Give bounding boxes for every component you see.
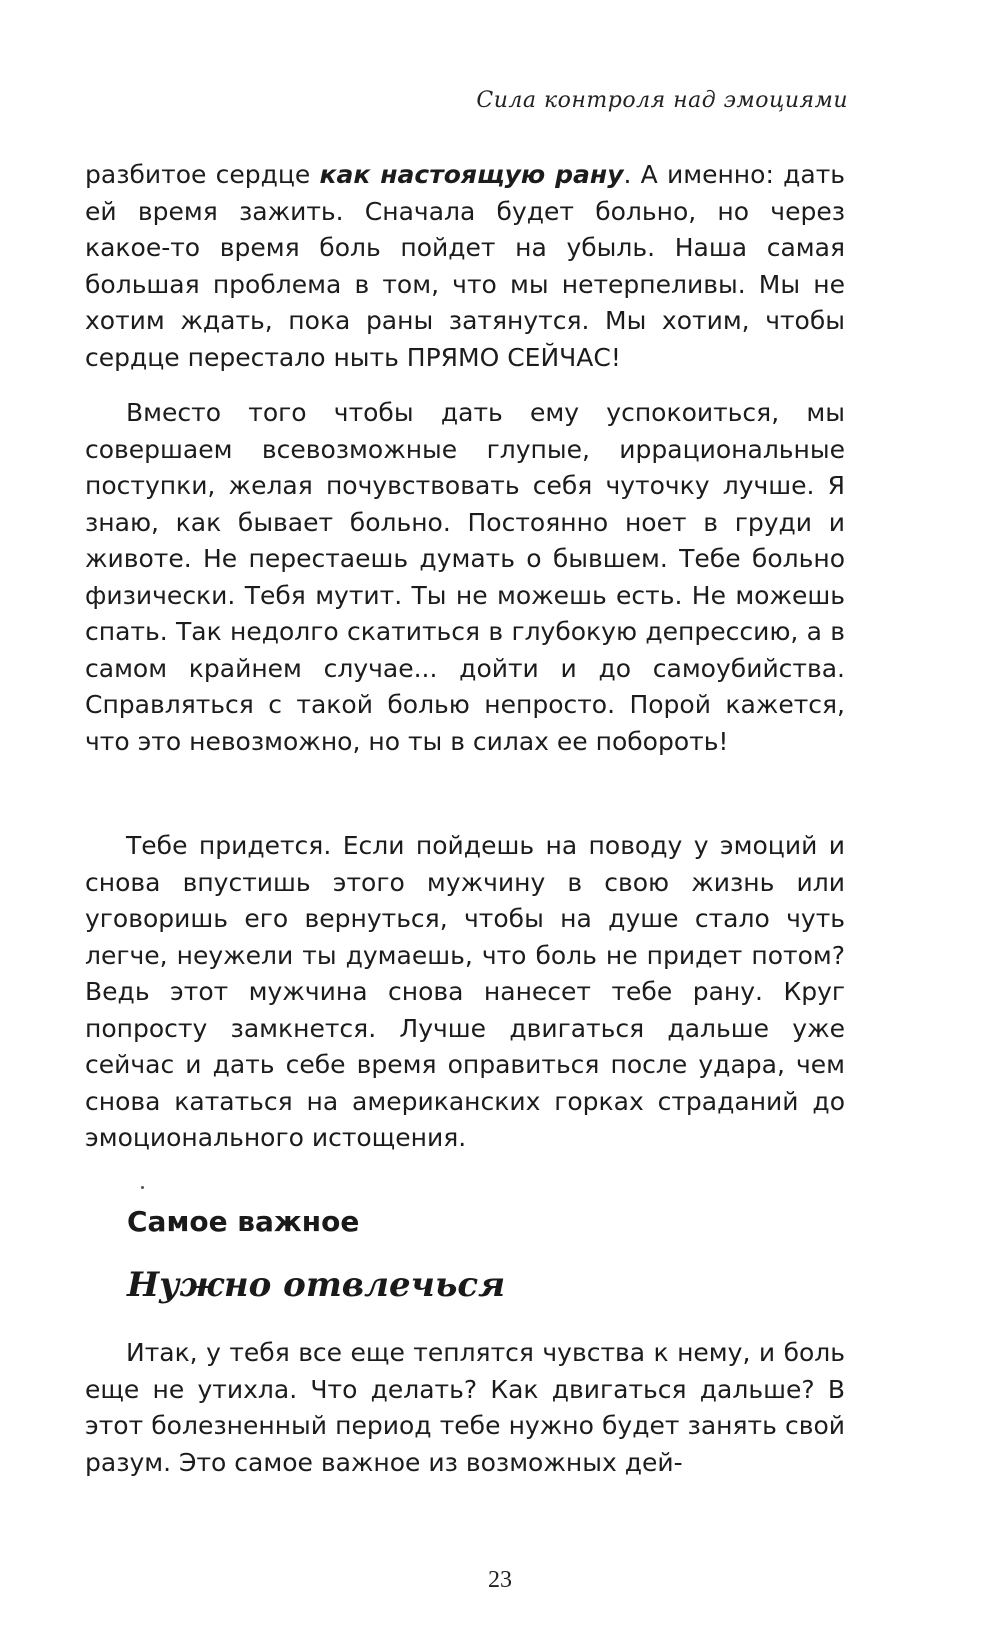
paragraph-1-text-end: . А именно: дать ей время зажить. Сначала будет больно, но через какое-то время боль пойдет на убыль. Наша самая большая проблема в том, что мы нетерпеливы. Мы не хотим ждать, пока раны затянутся. Мы хотим, чтобы сердце перестало ныть ПРЯМО СЕЙЧАС!	[85, 160, 845, 372]
paragraph-3: Тебе придется. Если пойдешь на поводу у эмоций и снова впустишь этого мужчину в свою жизнь или уговоришь его вернуться, чтобы на душе стало чуть легче, неужели ты думаешь, что боль не придет потом? Ведь этот мужчина снова нанесет тебе рану. Круг попросту замкнется. Лучше двигаться дальше уже сейчас и дать себе время оправиться после удара, чем снова кататься на американских горках страданий до эмоционального истощения.	[85, 831, 845, 1152]
section-heading: Самое важное	[127, 1205, 360, 1238]
paragraph-4: Итак, у тебя все еще теплятся чувства к нему, и боль еще не утихла. Что делать? Как двигаться дальше? В этот болезненный период тебе нужно будет занять свой разум. Это самое важное из возможных дей-	[85, 1338, 845, 1477]
page-number: 23	[488, 1567, 512, 1593]
running-header: Сила контроля над эмоциями	[476, 88, 848, 113]
paragraph-2: Вместо того чтобы дать ему успокоиться, мы совершаем всевозможные глупые, иррациональные поступки, желая почувствовать себя чуточку лучше. Я знаю, как бывает больно. Постоянно ноет в груди и животе. Не перестаешь думать о бывшем. Тебе больно физически. Тебя мутит. Ты не можешь есть. Не можешь спать. Так недолго скатиться в глубокую депрессию, а в самом крайнем случае... дойти и до самоубийства. Справляться с такой болью непросто. Порой кажется, что это невозможно, но ты в силах ее побороть!	[85, 398, 845, 756]
paragraph-1-text-start: разбитое сердце	[85, 160, 320, 189]
paragraph-1-emphasis: как настоящую рану	[319, 160, 624, 189]
paragraph-1	[85, 157, 845, 376]
stray-mark	[141, 1186, 144, 1189]
section-subheading: Нужно отвлечься	[127, 1265, 506, 1305]
